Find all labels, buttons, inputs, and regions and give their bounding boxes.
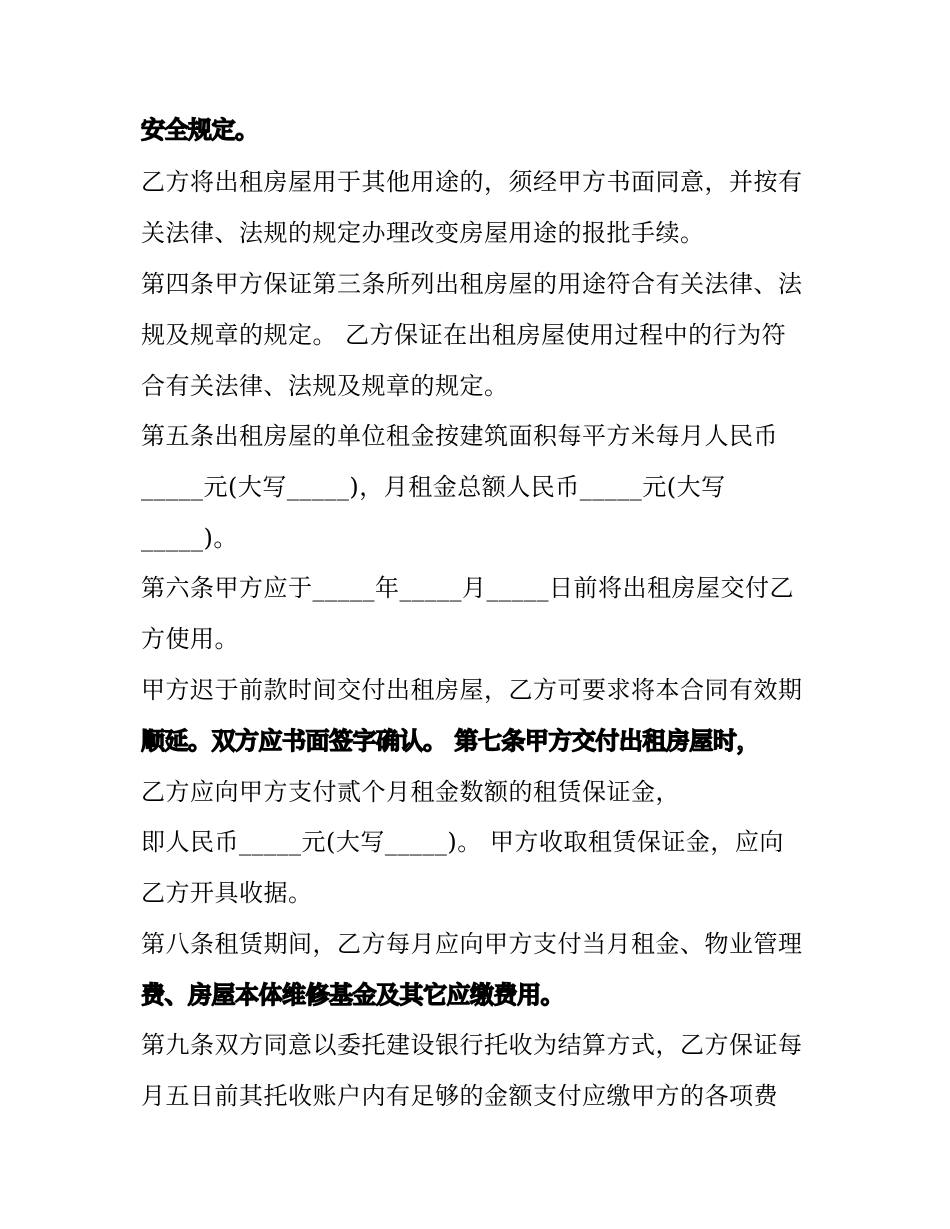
text-line-15: 即人民币_____元(大写_____)。 甲方收取租赁保证金，应向: [141, 828, 784, 856]
text-line-19: 第九条双方同意以委托建设银行托收为结算方式，乙方保证每: [141, 1031, 803, 1059]
text-line-8: _____元(大写_____)，月租金总额人民币_____元(大写: [141, 473, 726, 501]
text-line-18: 费、房屋本体维修基金及其它应缴费用。: [141, 981, 564, 1009]
text-line-4: 第四条甲方保证第三条所列出租房屋的用途符合有关法律、法: [141, 270, 803, 298]
text-line-12: 甲方迟于前款时间交付出租房屋，乙方可要求将本合同有效期: [141, 676, 803, 704]
text-line-11: 方使用。: [141, 625, 239, 653]
text-line-14: 乙方应向甲方支付贰个月租金数额的租赁保证金，: [141, 778, 680, 806]
text-line-3: 关法律、法规的规定办理改变房屋用途的报批手续。: [141, 219, 705, 247]
text-line-10: 第六条甲方应于_____年_____月_____日前将出租房屋交付乙: [141, 574, 794, 602]
text-line-2: 乙方将出租房屋用于其他用途的，须经甲方书面同意，并按有: [141, 168, 803, 196]
text-line-9: _____)。: [141, 524, 238, 552]
text-line-17: 第八条租赁期间，乙方每月应向甲方支付当月租金、物业管理: [141, 930, 803, 958]
text-line-13: 顺延。双方应书面签字确认。 第七条甲方交付出租房屋时，: [141, 727, 760, 755]
text-line-1: 安全规定。: [141, 116, 259, 144]
text-line-6: 合有关法律、法规及规章的规定。: [141, 372, 509, 400]
text-line-5: 规及规章的规定。 乙方保证在出租房屋使用过程中的行为符: [141, 321, 787, 349]
text-line-16: 乙方开具收据。: [141, 879, 313, 907]
text-line-20: 月五日前其托收账户内有足够的金额支付应缴甲方的各项费: [141, 1082, 778, 1110]
text-line-7: 第五条出租房屋的单位租金按建筑面积每平方米每月人民币: [141, 422, 778, 450]
